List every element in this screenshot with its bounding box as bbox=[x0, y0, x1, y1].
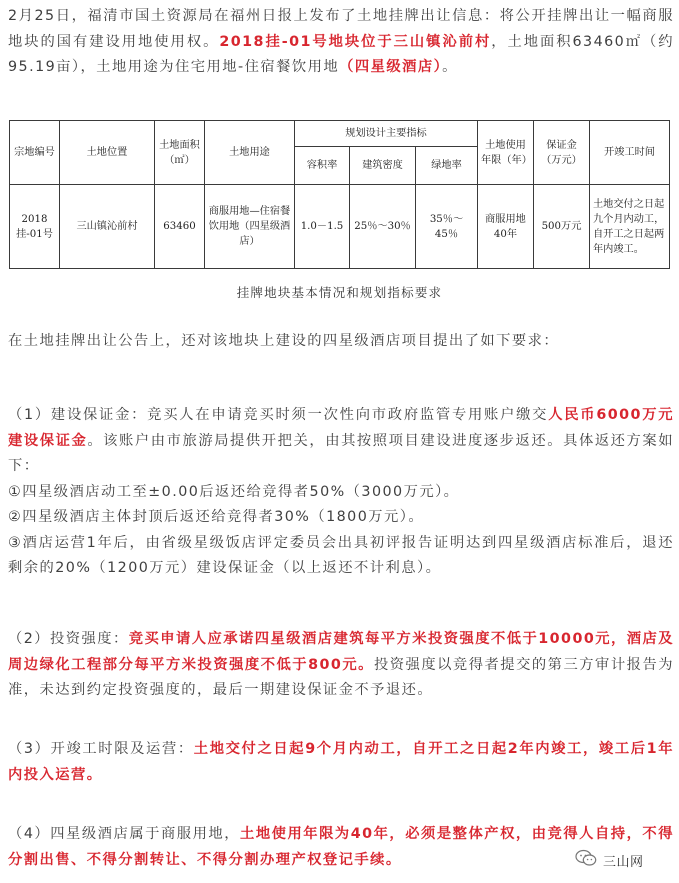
cell-timeline: 土地交付之日起九个月内动工，自开工之日起两年内竣工。 bbox=[590, 185, 670, 269]
cell-location: 三山镇沁前村 bbox=[60, 185, 155, 269]
cell-parcel-id: 2018挂-01号 bbox=[10, 185, 60, 269]
intro-text-end: 。 bbox=[442, 59, 458, 75]
cell-area: 63460 bbox=[155, 185, 205, 269]
land-info-table bbox=[9, 120, 670, 269]
table-caption: 挂牌地块基本情况和规划指标要求 bbox=[236, 285, 443, 300]
timeline-label: （3）开竣工时限及运营： bbox=[8, 741, 194, 757]
deposit-highlight: 人民币6000万元建设保证金 bbox=[8, 407, 674, 449]
cell-far: 1.0－1.5 bbox=[295, 185, 350, 269]
cell-deposit: 500万元 bbox=[534, 185, 590, 269]
cell-density: 25％～30％ bbox=[350, 185, 416, 269]
header-location: 土地位置 bbox=[60, 121, 155, 185]
header-planning: 规划设计主要指标 bbox=[295, 121, 478, 147]
timeline-highlight: 土地交付之日起9个月内动工，自开工之日起2年内竣工，竣工后1年内投入运营。 bbox=[8, 741, 674, 783]
header-area: 土地面积（㎡） bbox=[155, 121, 205, 185]
investment-highlight: 竞买申请人应承诺四星级酒店建筑每平方米投资强度不低于10000元，酒店及周边绿化工程部分每平方米投资强度不低于800元。 bbox=[8, 631, 674, 673]
timeline-paragraph bbox=[8, 737, 674, 788]
investment-text: 投资强度以竞得者提交的第三方审计报告为准，未达到约定投资强度的，最后一期建设保证金不予退还。 bbox=[8, 656, 674, 698]
refund-item-3: ③酒店运营1年后，由省级星级饭店评定委员会出具初评报告证明达到四星级酒店标准后，退还剩余的20%（1200万元）建设保证金（以上返还不计利息）。 bbox=[8, 534, 674, 576]
header-timeline: 开竣工时间 bbox=[590, 121, 670, 185]
header-far: 容积率 bbox=[295, 147, 350, 185]
deposit-text-rest: 。该账户由市旅游局提供开把关，由其按照项目建设进度逐步返还。具体返还方案如下： bbox=[8, 432, 675, 474]
wechat-icon bbox=[575, 849, 597, 871]
header-green: 绿地率 bbox=[416, 147, 478, 185]
deposit-text: （1）建设保证金：竞买人在申请竞买时须一次性向市政府监管专用账户缴交 bbox=[8, 407, 549, 423]
investment-label: （2）投资强度： bbox=[8, 631, 129, 647]
property-highlight: 土地使用年限为40年，必须是整体产权，由竞得人自持，不得分割出售、不得分割转让、不得分割办理产权登记手续。 bbox=[8, 826, 674, 868]
watermark bbox=[575, 848, 675, 872]
header-term: 土地使用年限（年） bbox=[478, 121, 534, 185]
intro-highlight-parcel: 2018挂-01号地块位于三山镇沁前村 bbox=[219, 33, 492, 50]
cell-use: 商服用地—住宿餐饮用地（四星级酒店） bbox=[205, 185, 295, 269]
intro-text-area: ，土地面积63460㎡（约95.19亩），土地用途为住宅用地-住宿餐饮用地 bbox=[8, 33, 674, 75]
intro-paragraph bbox=[8, 4, 674, 81]
investment-paragraph bbox=[8, 627, 674, 704]
header-parcel-id: 宗地编号 bbox=[10, 121, 60, 185]
watermark-text: 三山网 bbox=[603, 854, 644, 870]
header-deposit: 保证金（万元） bbox=[534, 121, 590, 185]
header-density: 建筑密度 bbox=[350, 147, 416, 185]
header-use: 土地用途 bbox=[205, 121, 295, 185]
land-info-table-wrap bbox=[9, 120, 669, 268]
intro-highlight-hotel: （四星级酒店） bbox=[339, 59, 443, 75]
deposit-paragraph bbox=[8, 403, 674, 582]
requirements-intro: 在土地挂牌出让公告上，还对该地块上建设的四星级酒店项目提出了如下要求： bbox=[8, 333, 560, 349]
intro-text: 2月25日，福清市国土资源局在福州日报上发布了土地挂牌出让信息：将公开挂牌出让一幅商服地块的国有建设用地使用权。 bbox=[8, 8, 674, 50]
refund-item-2: ②四星级酒店主体封顶后返还给竞得者30%（1800万元）。 bbox=[8, 509, 425, 525]
cell-term: 商服用地40年 bbox=[478, 185, 534, 269]
refund-item-1: ①四星级酒店动工至±0.00后返还给竞得者50%（3000万元）。 bbox=[8, 483, 460, 500]
property-label: （4）四星级酒店属于商服用地， bbox=[8, 826, 241, 842]
cell-green: 35％～45％ bbox=[416, 185, 478, 269]
